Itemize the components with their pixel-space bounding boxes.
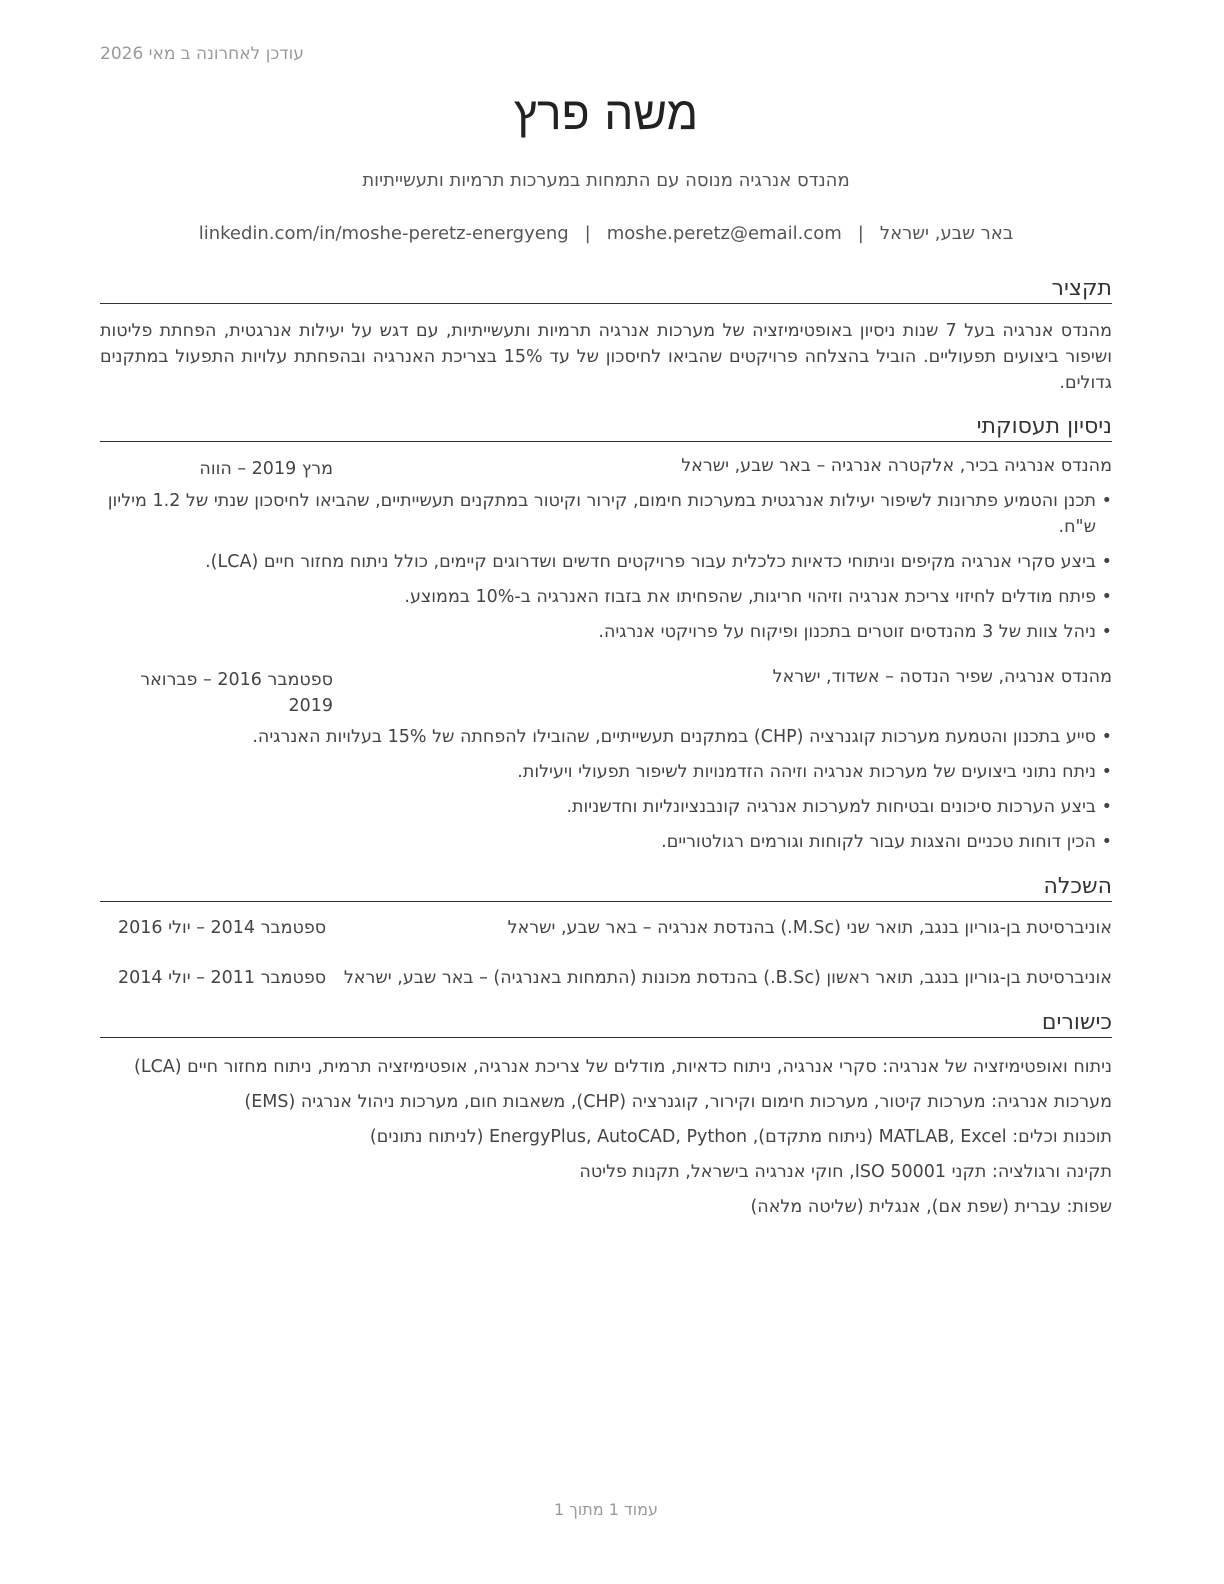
- skill-line: ניתוח ואופטימיזציה של אנרגיה: סקרי אנרגיה, ניתוח כדאיות, מודלים של צריכת אנרגיה, אופטימיזציה תרמית, ניתוח מחזור חיים (LCA): [134, 1057, 1112, 1077]
- resume-page: [100, 0, 1112, 1584]
- job-bullet: • הכין דוחות טכניים והצגות עבור לקוחות וגורמים רגולטוריים.: [100, 829, 1112, 855]
- job-date: ספטמבר 2016 – פברואר 2019: [140, 670, 333, 716]
- education-title: השכלה: [100, 874, 1112, 902]
- skill-line: מערכות אנרגיה: מערכות קיטור, מערכות חימום וקירור, קוגנרציה (CHP), משאבות חום, מערכות ניהול אנרגיה (EMS): [244, 1092, 1112, 1112]
- skill-line: שפות: עברית (שפת אם), אנגלית (שליטה מלאה): [750, 1197, 1112, 1217]
- job-bullet: • תכנן והטמיע פתרונות לשיפור יעילות אנרגטית במערכות חימום, קירור וקיטור במתקנים תעשייתיים, שהביאו לחיסכון שנתי של 1.2 מיליון ש"ח.: [100, 488, 1112, 540]
- last-updated: עודכן לאחרונה ב מאי 2026: [100, 44, 304, 64]
- job-bullet: • פיתח מודלים לחיזוי צריכת אנרגיה וזיהוי חריגות, שהפחיתו את בזבוז האנרגיה ב-10% בממוצע.: [100, 584, 1112, 610]
- skills-list: [100, 1054, 1112, 1229]
- summary-title: תקציר: [100, 276, 1112, 304]
- job-role: מהנדס אנרגיה, שפיר הנדסה – אשדוד, ישראל: [772, 667, 1112, 687]
- education-date: ספטמבר 2014 – יולי 2016: [118, 918, 327, 938]
- job-date: מרץ 2019 – הווה: [199, 459, 333, 479]
- page-number: עמוד 1 מתוך 1: [554, 1500, 658, 1519]
- job-bullet: • ביצע הערכות סיכונים ובטיחות למערכות אנרגיה קונבנציונליות וחדשניות.: [100, 794, 1112, 820]
- skill-line: תקינה ורגולציה: תקני ISO 50001, חוקי אנרגיה בישראל, תקנות פליטה: [579, 1162, 1112, 1182]
- job-role: מהנדס אנרגיה בכיר, אלקטרה אנרגיה – באר שבע, ישראל: [681, 456, 1112, 476]
- contact-line: [100, 223, 1112, 244]
- email-link[interactable]: moshe.peretz@email.com: [606, 223, 842, 244]
- summary-text: מהנדס אנרגיה בעל 7 שנות ניסיון באופטימיזציה של מערכות אנרגיה תרמיות ותעשייתיות, עם דגש על יעילות אנרגטית, הפחתת פליטות ושיפור ביצועים תפעוליים. הוביל בהצלחה פרויקטים שהביאו לחיסכון של עד 15% בצריכת האנרגיה ובהפחתת עלויות התפעול במתקנים גדולים.: [100, 321, 1113, 393]
- job-bullet: • סייע בתכנון והטמעת מערכות קוגנרציה (CHP) במתקנים תעשייתיים, שהובילו להפחתה של 15% בעלויות האנרגיה.: [100, 724, 1112, 750]
- linkedin-link[interactable]: linkedin.com/in/moshe-peretz-energyeng: [198, 223, 569, 244]
- tagline: מהנדס אנרגיה מנוסה עם התמחות במערכות תרמיות ותעשייתיות: [362, 170, 850, 191]
- education-date: ספטמבר 2011 – יולי 2014: [118, 968, 327, 988]
- education-degree: אוניברסיטת בן-גוריון בנגב, תואר שני (M.Sc.) בהנדסת אנרגיה – באר שבע, ישראל: [507, 918, 1112, 938]
- separator: |: [857, 223, 864, 244]
- skill-line: תוכנות וכלים: MATLAB, Excel (ניתוח מתקדם), EnergyPlus, AutoCAD, Python (לניתוח נתונים): [369, 1127, 1112, 1147]
- job-bullet: • ניתח נתוני ביצועים של מערכות אנרגיה וזיהה הזדמנויות לשיפור תפעולי ויעילות.: [100, 759, 1112, 785]
- education-degree: אוניברסיטת בן-גוריון בנגב, תואר ראשון (B.Sc.) בהנדסת מכונות (התמחות באנרגיה) – באר שבע, ישראל: [343, 968, 1112, 988]
- job-bullet: • ביצע סקרי אנרגיה מקיפים וניתוחי כדאיות כלכלית עבור פרויקטים חדשים ושדרוגים קיימים, כולל ניתוח מחזור חיים (LCA).: [100, 549, 1112, 575]
- job-bullets: [100, 488, 1112, 654]
- job-bullets: [100, 724, 1112, 864]
- skills-title: כישורים: [100, 1010, 1112, 1038]
- location: באר שבע, ישראל: [879, 223, 1014, 244]
- experience-title: ניסיון תעסוקתי: [100, 414, 1112, 442]
- separator: |: [584, 223, 591, 244]
- candidate-name: משה פרץ: [513, 86, 699, 140]
- job-bullet: • ניהל צוות של 3 מהנדסים זוטרים בתכנון ופיקוח על פרויקטי אנרגיה.: [100, 619, 1112, 645]
